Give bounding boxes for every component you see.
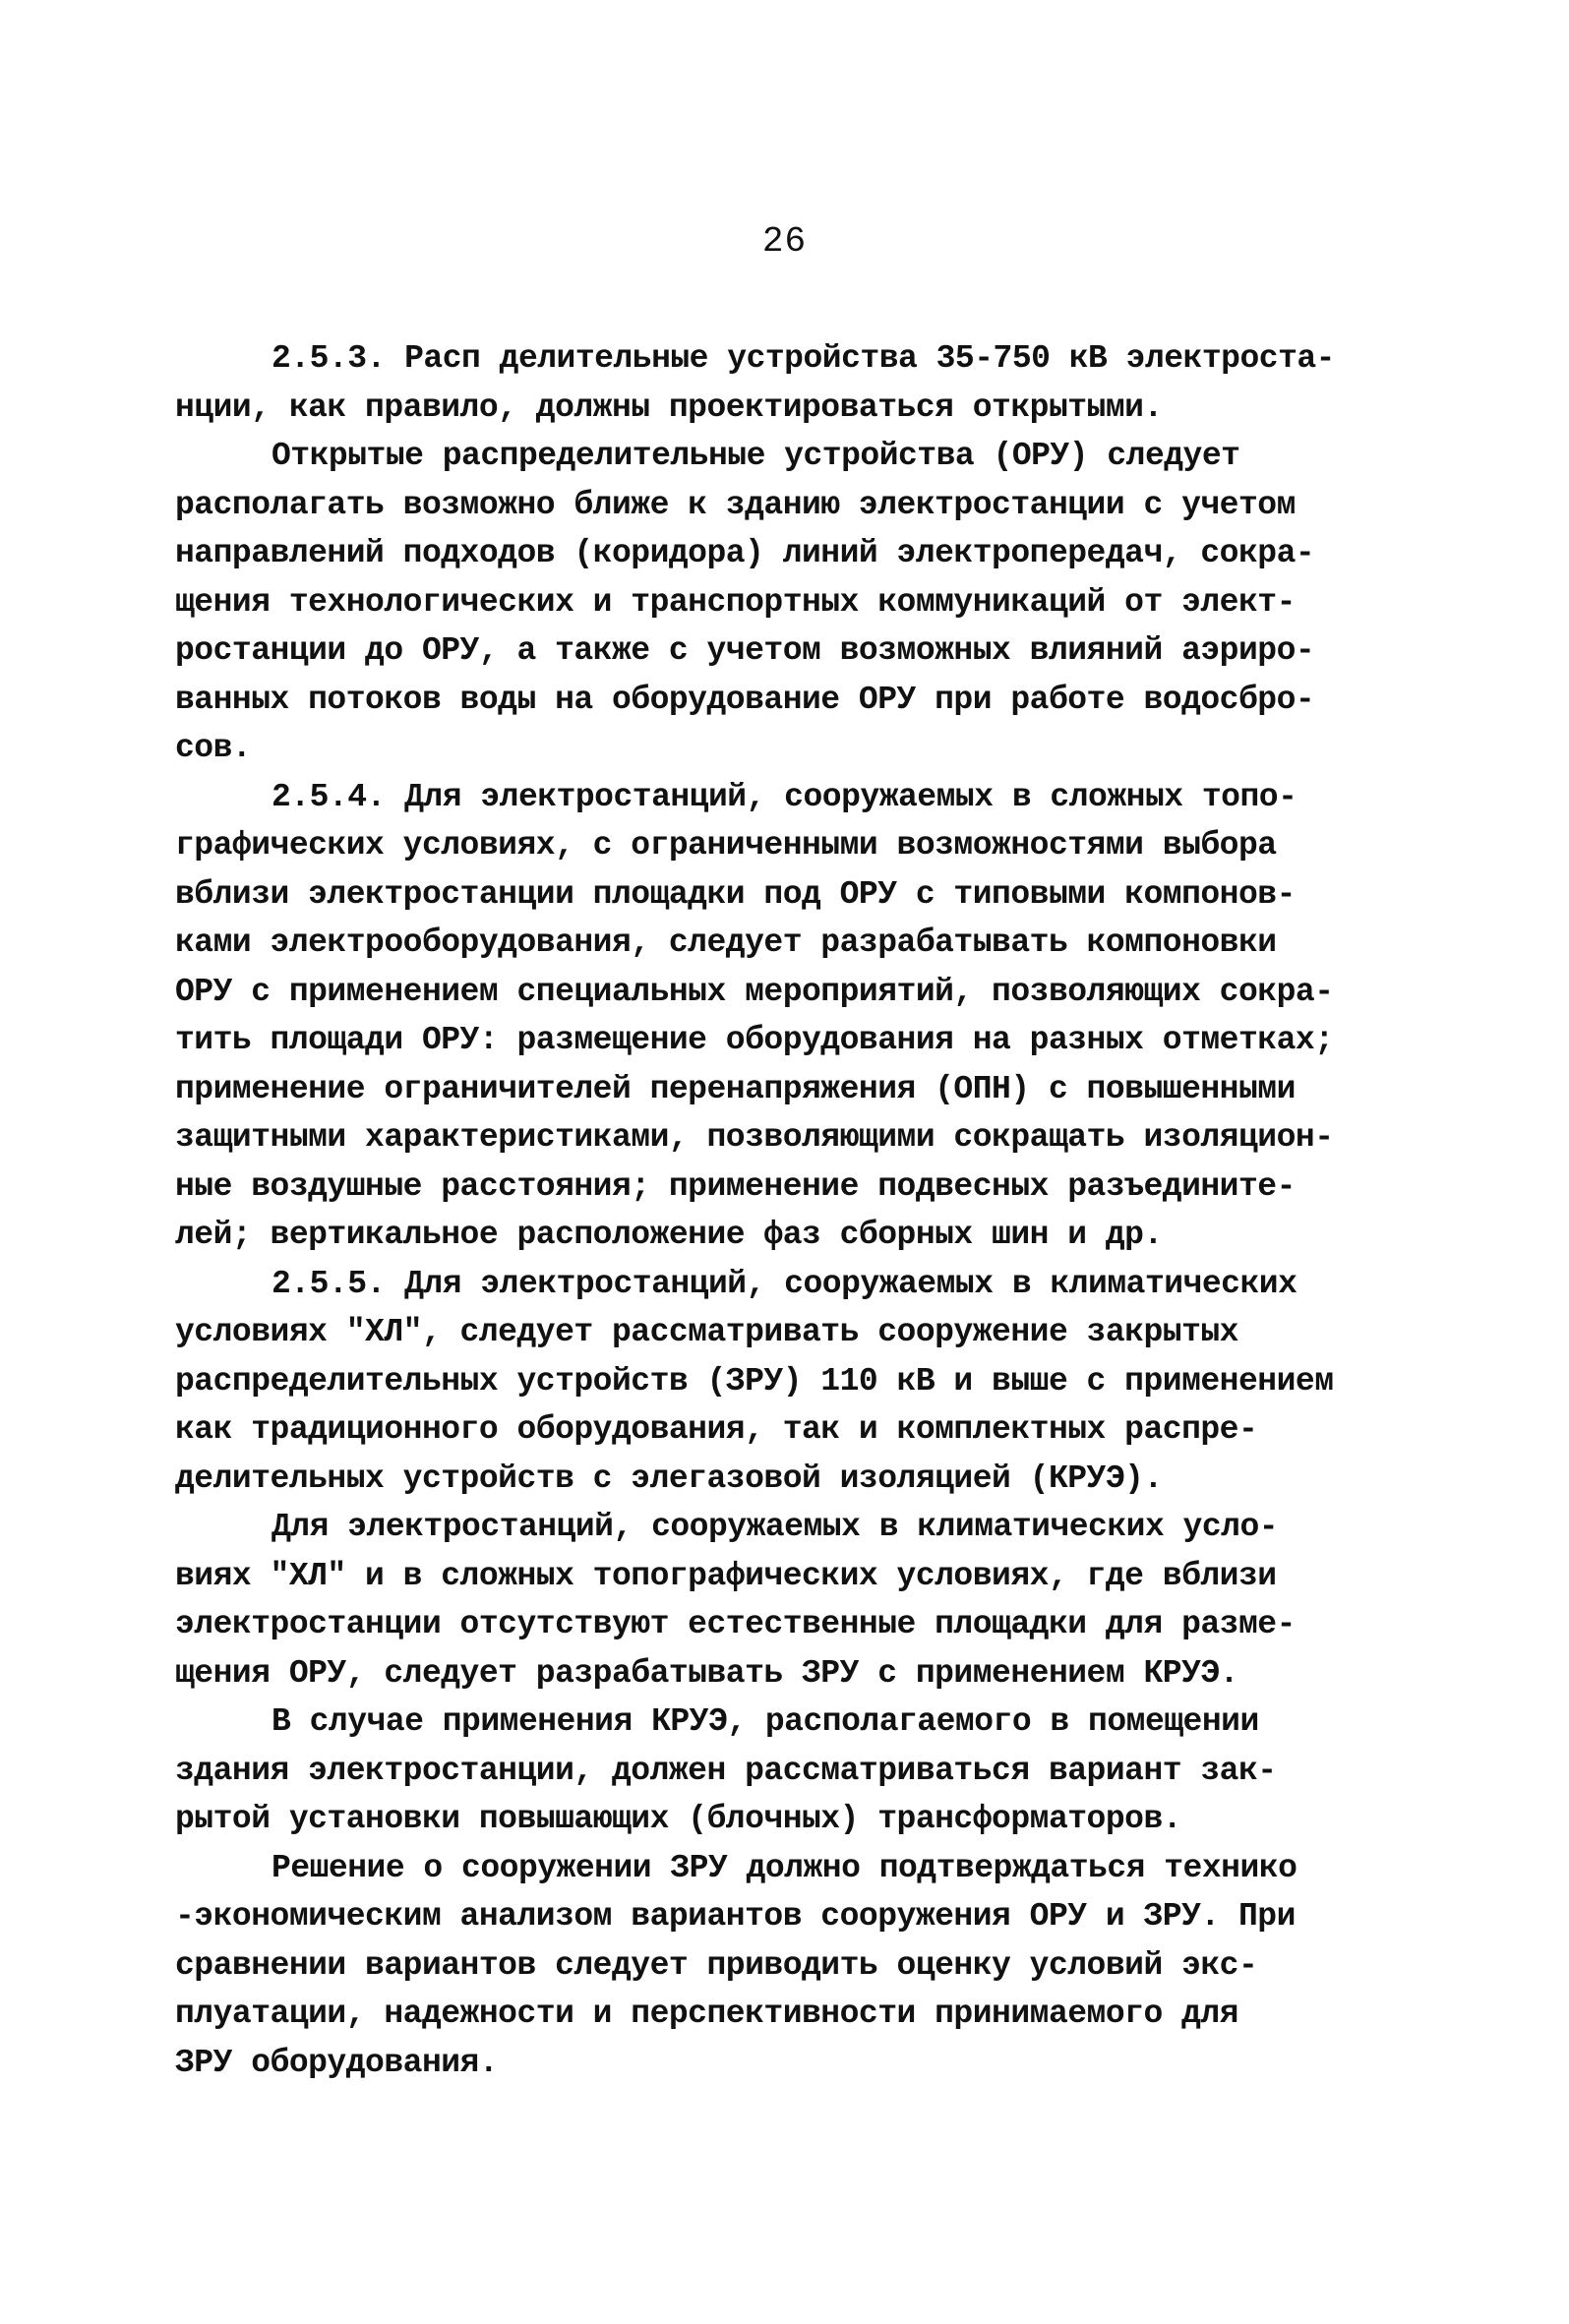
text-line: ростанции до ОРУ, а также с учетом возможных влияний аэриро- (175, 632, 1315, 669)
text-line: электростанции отсутствуют естественные площадки для разме- (175, 1606, 1296, 1642)
text-line: графических условиях, с ограниченными возможностями выбора (175, 827, 1277, 864)
text-line: ЗРУ оборудования. (175, 2044, 499, 2081)
text-line: сов. (175, 730, 252, 766)
text-line: Открытые распределительные устройства (ОРУ) следует (272, 438, 1240, 474)
text-line: Для электростанций, сооружаемых в климатических усло- (272, 1509, 1279, 1545)
text-line: 2.5.3. Расп делительные устройства 35-750 кВ электроста- (272, 340, 1335, 377)
text-line: щения ОРУ, следует разрабатывать ЗРУ с применением КРУЭ. (175, 1654, 1238, 1692)
text-line: нции, как правило, должны проектироваться открытыми. (175, 388, 1163, 426)
text-line: сравнении вариантов следует приводить оценку условий экс- (175, 1946, 1258, 1984)
body-text (175, 334, 1429, 2087)
text-line: как традиционного оборудования, так и комплектных распре- (175, 1411, 1258, 1448)
text-line: ками электрооборудования, следует разрабатывать компоновки (175, 924, 1277, 961)
text-line: виях "ХЛ" и в сложных топографических условиях, где вблизи (175, 1557, 1277, 1594)
text-line: В случае применения КРУЭ, располагаемого в помещении (272, 1703, 1259, 1740)
text-line: делительных устройств с элегазовой изоляцией (КРУЭ). (175, 1460, 1163, 1497)
text-line: условиях "ХЛ", следует рассматривать сооружение закрытых (175, 1314, 1238, 1350)
text-line: щения технологических и транспортных коммуникаций от элект- (175, 583, 1296, 621)
text-line: защитными характеристиками, позволяющими сокращать изоляцион- (175, 1119, 1334, 1156)
text-line: распределительных устройств (ЗРУ) 110 кВ и выше с применением (175, 1362, 1334, 1400)
text-line: лей; вертикальное расположение фаз сборных шин и др. (175, 1217, 1163, 1253)
text-line: применение ограничителей перенапряжения (ОПН) с повышенными (175, 1070, 1296, 1107)
text-line: направлений подходов (коридора) линий электропередач, сокра- (175, 535, 1315, 571)
text-line: располагать возможно ближе к зданию электростанции с учетом (175, 486, 1296, 523)
text-line: Решение о сооружении ЗРУ должно подтверждаться технико (272, 1849, 1297, 1886)
text-line: здания электростанции, должен рассматриваться вариант зак- (175, 1752, 1277, 1789)
text-line: ные воздушные расстояния; применение подвесных разъединитe- (175, 1167, 1296, 1205)
text-line: ОРУ с применением специальных мероприятий, позволяющих сокра- (175, 973, 1334, 1010)
text-line: плуатации, надежности и перспективности принимаемого для (175, 1996, 1238, 2032)
text-line: вблизи электростанции площадки под ОРУ с типовыми компонов- (175, 875, 1296, 913)
page-number: 26 (761, 221, 808, 262)
text-line: ванных потоков воды на оборудование ОРУ при работе водосбро- (175, 681, 1315, 718)
text-line: тить площади ОРУ: размещение оборудования на разных отметках; (175, 1022, 1334, 1058)
text-line: рытой установки повышающих (блочных) трансформаторов. (175, 1801, 1182, 1837)
text-line: 2.5.5. Для электростанций, сооружаемых в климатических (272, 1265, 1297, 1302)
text-line: -экономическим анализом вариантов сооружения ОРУ и ЗРУ. При (175, 1898, 1296, 1935)
text-line: 2.5.4. Для электростанций, сооружаемых в сложных топо- (272, 778, 1297, 815)
